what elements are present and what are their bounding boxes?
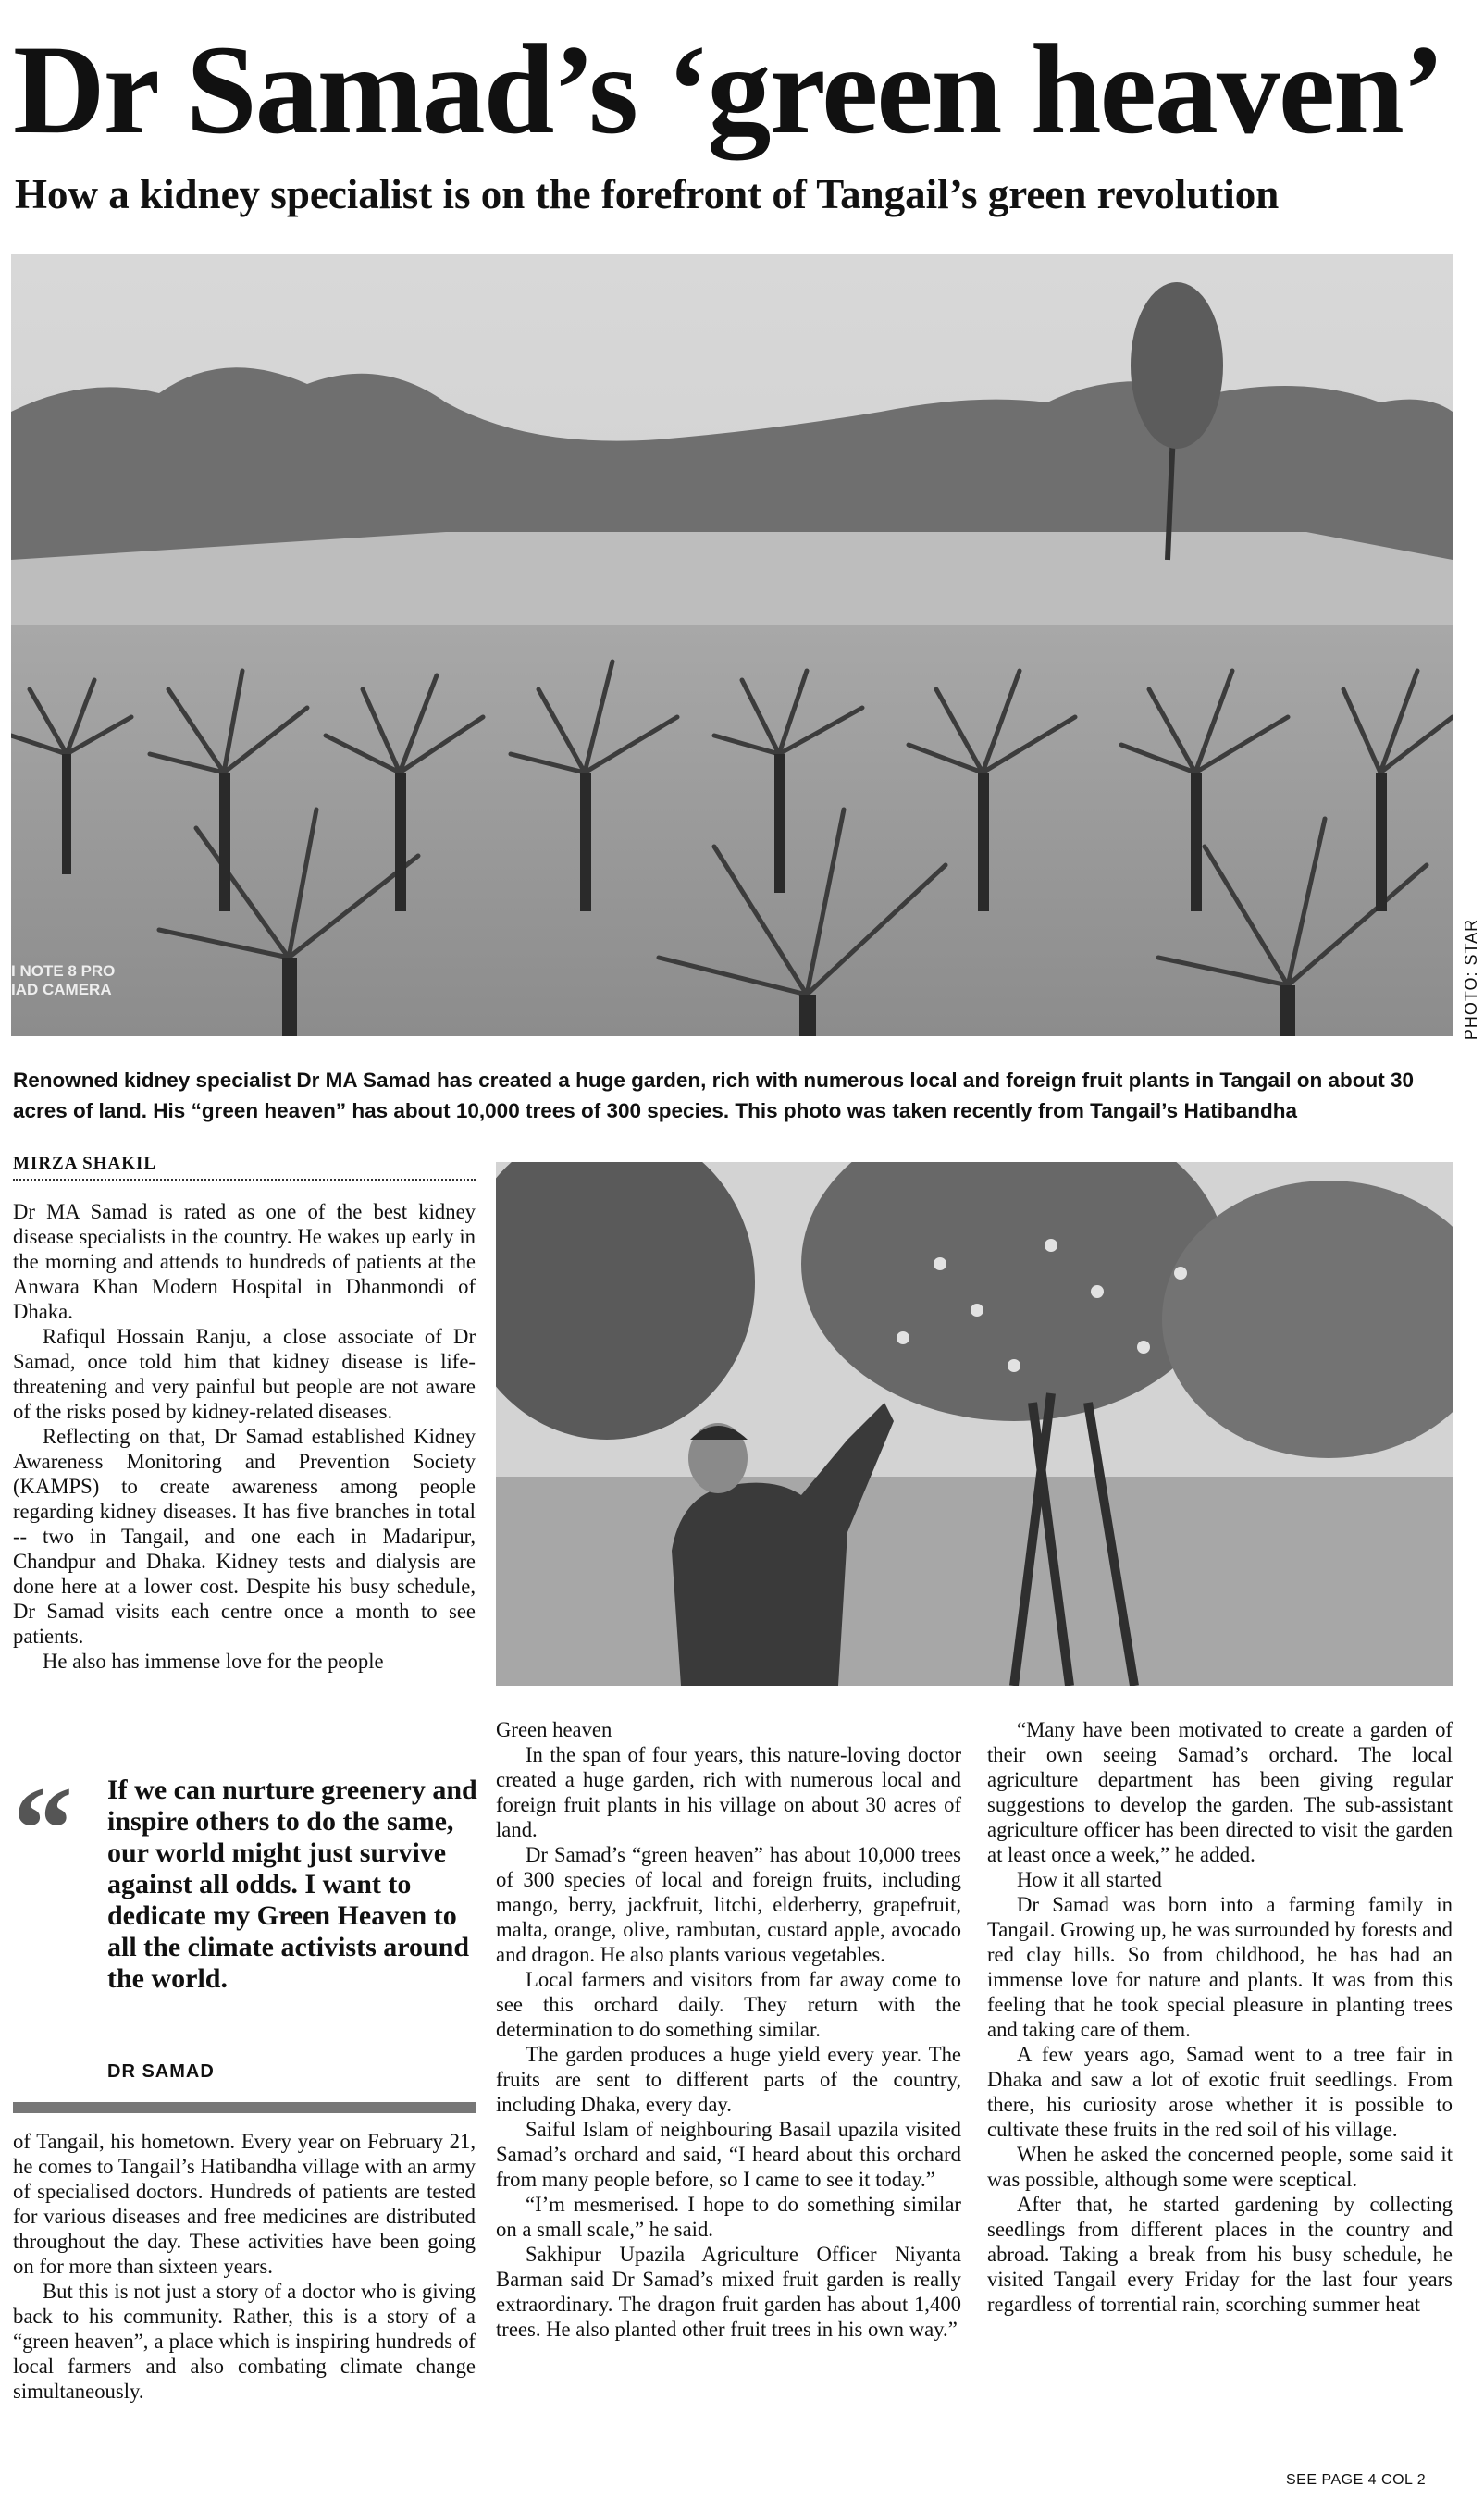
- paragraph: He also has immense love for the people: [43, 1650, 384, 1673]
- column-1-bottom: [13, 2129, 476, 2404]
- paragraph: Rafiqul Hossain Ranju, a close associate of Dr Samad, once told him that kidney disease is life-threatening and very painful but people are not aware of the risks posed by kidney-related diseases.: [13, 1325, 476, 1423]
- paragraph: Dr Samad’s “green heaven” has about 10,000 trees of 300 species of local and foreign fruits, including mango, berry, jackfruit, litchi, elderberry, grapefruit, malta, orange, olive, rambutan, custard apple, avocado and dragon. He also plants various vegetables.: [496, 1843, 961, 1966]
- photo-credit-text: PHOTO: STAR: [1462, 918, 1481, 1041]
- pullquote-attribution: DR SAMAD: [107, 2061, 215, 2082]
- column-2: [496, 1717, 961, 2342]
- paragraph: In the span of four years, this nature-loving doctor created a huge garden, rich with numerous local and foreign fruit plants in his village on about 30 acres of land.: [496, 1743, 961, 1841]
- quote-mark-icon: “: [13, 1763, 73, 1896]
- paragraph: Dr Samad was born into a farming family in Tangail. Growing up, he was surrounded by forests and red clay hills. So from childhood, he has had an immense love for nature and plants. It was from this feeling that he took special pleasure in planting trees and taking care of them.: [987, 1893, 1453, 2041]
- paragraph: Sakhipur Upazila Agriculture Officer Niyanta Barman said Dr Samad’s mixed fruit garden is really extraordinary. The dragon fruit garden has about 1,400 trees. He also planted other fruit trees in his own way.”: [496, 2243, 961, 2341]
- paragraph: Saiful Islam of neighbouring Basail upazila visited Samad’s orchard and said, “I heard about this orchard from many people before, so I came to see it today.”: [496, 2118, 961, 2191]
- column-3: [987, 1717, 1453, 2317]
- photo-credit: [1455, 918, 1481, 1041]
- subheadline: How a kidney specialist is on the forefront of Tangail’s green revolution: [15, 171, 1280, 217]
- paragraph: When he asked the concerned people, some said it was possible, although some were sceptical.: [987, 2143, 1453, 2191]
- paragraph: Reflecting on that, Dr Samad established Kidney Awareness Monitoring and Prevention Society (KAMPS) to create awareness among people regarding kidney diseases. It has five branches in total -- two in Tangail, and one each in Madaripur, Chandpur and Dhaka. Kidney tests and dialysis are done here at a lower cost. Despite his busy schedule, Dr Samad visits each centre once a month to see patients.: [13, 1425, 476, 1648]
- paragraph: Local farmers and visitors from far away come to see this orchard daily. They return with the determination to do something similar.: [496, 1968, 961, 2041]
- paragraph: of Tangail, his hometown. Every year on February 21, he comes to Tangail’s Hatibandha village with an army of specialised doctors. Hundreds of patients are tested for various diseases and free medicines are distributed throughout the day. These activities have been going on for more than sixteen years.: [13, 2130, 476, 2278]
- main-photo-dragon-fruit-garden: [11, 254, 1453, 1036]
- section-subhead: How it all started: [1017, 1868, 1162, 1891]
- camera-watermark: [11, 962, 115, 1000]
- column-1-top: [13, 1199, 476, 1674]
- second-photo-dr-samad-orchard: [496, 1162, 1453, 1686]
- byline: MIRZA SHAKIL: [13, 1154, 476, 1181]
- camera-watermark-line-1: I NOTE 8 PRO: [11, 962, 116, 980]
- paragraph: The garden produces a huge yield every year. The fruits are sent to different parts of the country, including Dhaka, every day.: [496, 2043, 961, 2116]
- paragraph: A few years ago, Samad went to a tree fair in Dhaka and saw a lot of exotic fruit seedlings. From there, his curiosity arose whether it is possible to cultivate these fruits in the red soil of his village.: [987, 2043, 1453, 2141]
- pullquote-text: If we can nurture greenery and inspire others to do the same, our world might just survive against all odds. I want to dedicate my Green Heaven to all the climate activists around the world.: [107, 1775, 477, 1994]
- camera-watermark-line-2: IAD CAMERA: [11, 981, 112, 999]
- section-subhead: Green heaven: [496, 1718, 612, 1741]
- paragraph: But this is not just a story of a doctor who is giving back to his community. Rather, this is a story of a “green heaven”, a place which is inspiring hundreds of local farmers and also combating climate change simultaneously.: [13, 2280, 476, 2403]
- paragraph: After that, he started gardening by collecting seedlings from different places in the country and abroad. Taking a break from his busy schedule, he visited Tangail every Friday for the last four years regardless of torrential rain, scorching summer heat: [987, 2193, 1453, 2316]
- paragraph: “Many have been motivated to create a garden of their own seeing Samad’s orchard. The local agriculture department has been giving regular suggestions to develop the garden. The sub-assistant agriculture officer has been directed to visit the garden at least once a week,” he added.: [987, 1718, 1453, 1866]
- pullquote-divider: [13, 2102, 476, 2113]
- paragraph: “I’m mesmerised. I hope to do something similar on a small scale,” he said.: [496, 2193, 961, 2241]
- jump-line: SEE PAGE 4 COL 2: [1286, 2472, 1427, 2488]
- main-photo-caption: Renowned kidney specialist Dr MA Samad has created a huge garden, rich with numerous local and foreign fruit plants in Tangail on about 30 acres of land. His “green heaven” has about 10,000 trees of 300 species. This photo was taken recently from Tangail’s Hatibandha: [13, 1069, 1415, 1122]
- paragraph: Dr MA Samad is rated as one of the best kidney disease specialists in the country. He wakes up early in the morning and attends to hundreds of patients at the Anwara Khan Modern Hospital in Dhanmondi of Dhaka.: [13, 1200, 476, 1323]
- headline: Dr Samad’s ‘green heaven’: [13, 19, 1443, 160]
